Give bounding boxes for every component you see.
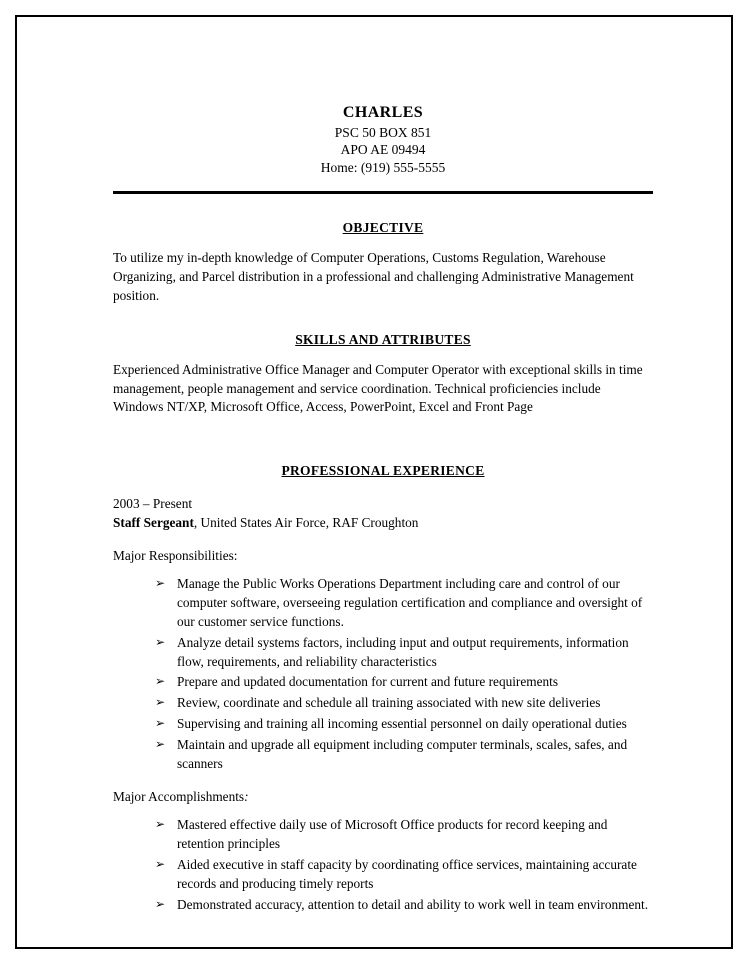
list-item-text: Analyze detail systems factors, including input and output requirements, information flow, requirements, and reliability characteristics (177, 634, 629, 669)
arrow-bullet-icon: ➢ (155, 674, 166, 689)
phone-number: Home: (919) 555-5555 (320, 160, 446, 176)
list-item-text: Mastered effective daily use of Microsoft Office products for record keeping and retention principles (177, 817, 608, 852)
arrow-bullet-icon: ➢ (155, 716, 166, 731)
list-item (155, 715, 653, 734)
section-title-experience: PROFESSIONAL EXPERIENCE (281, 463, 485, 479)
objective-paragraph: To utilize my in-depth knowledge of Computer Operations, Customs Regulation, Warehouse Organizing, and Parcel distribution in a professional and challenging Administrative Management position. (113, 250, 634, 303)
document-content (113, 102, 653, 917)
address-line-2: APO AE 09494 (340, 142, 426, 158)
arrow-bullet-icon: ➢ (155, 857, 166, 872)
arrow-bullet-icon: ➢ (155, 634, 166, 649)
section-title-skills: SKILLS AND ATTRIBUTES (295, 331, 471, 347)
header-divider (113, 191, 653, 194)
section-title-objective: OBJECTIVE (342, 220, 424, 236)
accomplishments-label-colon: : (244, 788, 249, 804)
accomplishments-label-text: Major Accomplishments (113, 788, 245, 804)
job-title: Staff Sergeant (113, 514, 194, 530)
address-line-1: PSC 50 BOX 851 (334, 124, 432, 140)
list-item (155, 673, 653, 692)
list-item-text: Prepare and updated documentation for current and future requirements (177, 674, 559, 690)
list-item (155, 694, 653, 713)
arrow-bullet-icon: ➢ (155, 737, 166, 752)
list-item-text: Manage the Public Works Operations Department including care and control of our computer software, overseeing regulation certification and compliance and oversight of our customer service functions. (177, 576, 643, 629)
list-item (155, 634, 653, 672)
candidate-name: CHARLES (342, 104, 424, 121)
accomplishments-list (113, 816, 653, 914)
responsibilities-list (113, 575, 653, 774)
list-item-text: Maintain and upgrade all equipment including computer terminals, scales, safes, and scanners (177, 737, 628, 771)
list-item (155, 816, 653, 854)
list-item-text: Demonstrated accuracy, attention to detail and ability to work well in team environment. (177, 896, 649, 912)
section-spacer (113, 417, 653, 437)
arrow-bullet-icon: ➢ (155, 695, 166, 710)
accomplishments-label (113, 788, 653, 807)
arrow-bullet-icon: ➢ (155, 817, 166, 832)
arrow-bullet-icon: ➢ (155, 896, 166, 911)
list-item (155, 575, 653, 632)
document-sheet (17, 17, 731, 947)
responsibilities-label: Major Responsibilities: (113, 547, 238, 563)
job-date-range: 2003 – Present (113, 496, 193, 512)
job-title-line (113, 514, 653, 533)
arrow-bullet-icon: ➢ (155, 576, 166, 591)
list-item (155, 736, 653, 774)
list-item (155, 896, 653, 915)
list-item-text: Supervising and training all incoming essential personnel on daily operational duties (177, 716, 627, 732)
list-item (155, 856, 653, 894)
skills-paragraph: Experienced Administrative Office Manager and Computer Operator with exceptional skills in time management, people management and service coordination. Technical proficiencies include Windows NT/XP, Microsoft Office, Access, PowerPoint, Excel and Front Page (113, 361, 643, 415)
list-item-text: Aided executive in staff capacity by coordinating office services, maintaining accurate records and producing timely reports (177, 857, 637, 892)
list-item-text: Review, coordinate and schedule all training associated with new site deliveries (177, 695, 601, 711)
job-employer: , United States Air Force, RAF Croughton (193, 514, 419, 530)
